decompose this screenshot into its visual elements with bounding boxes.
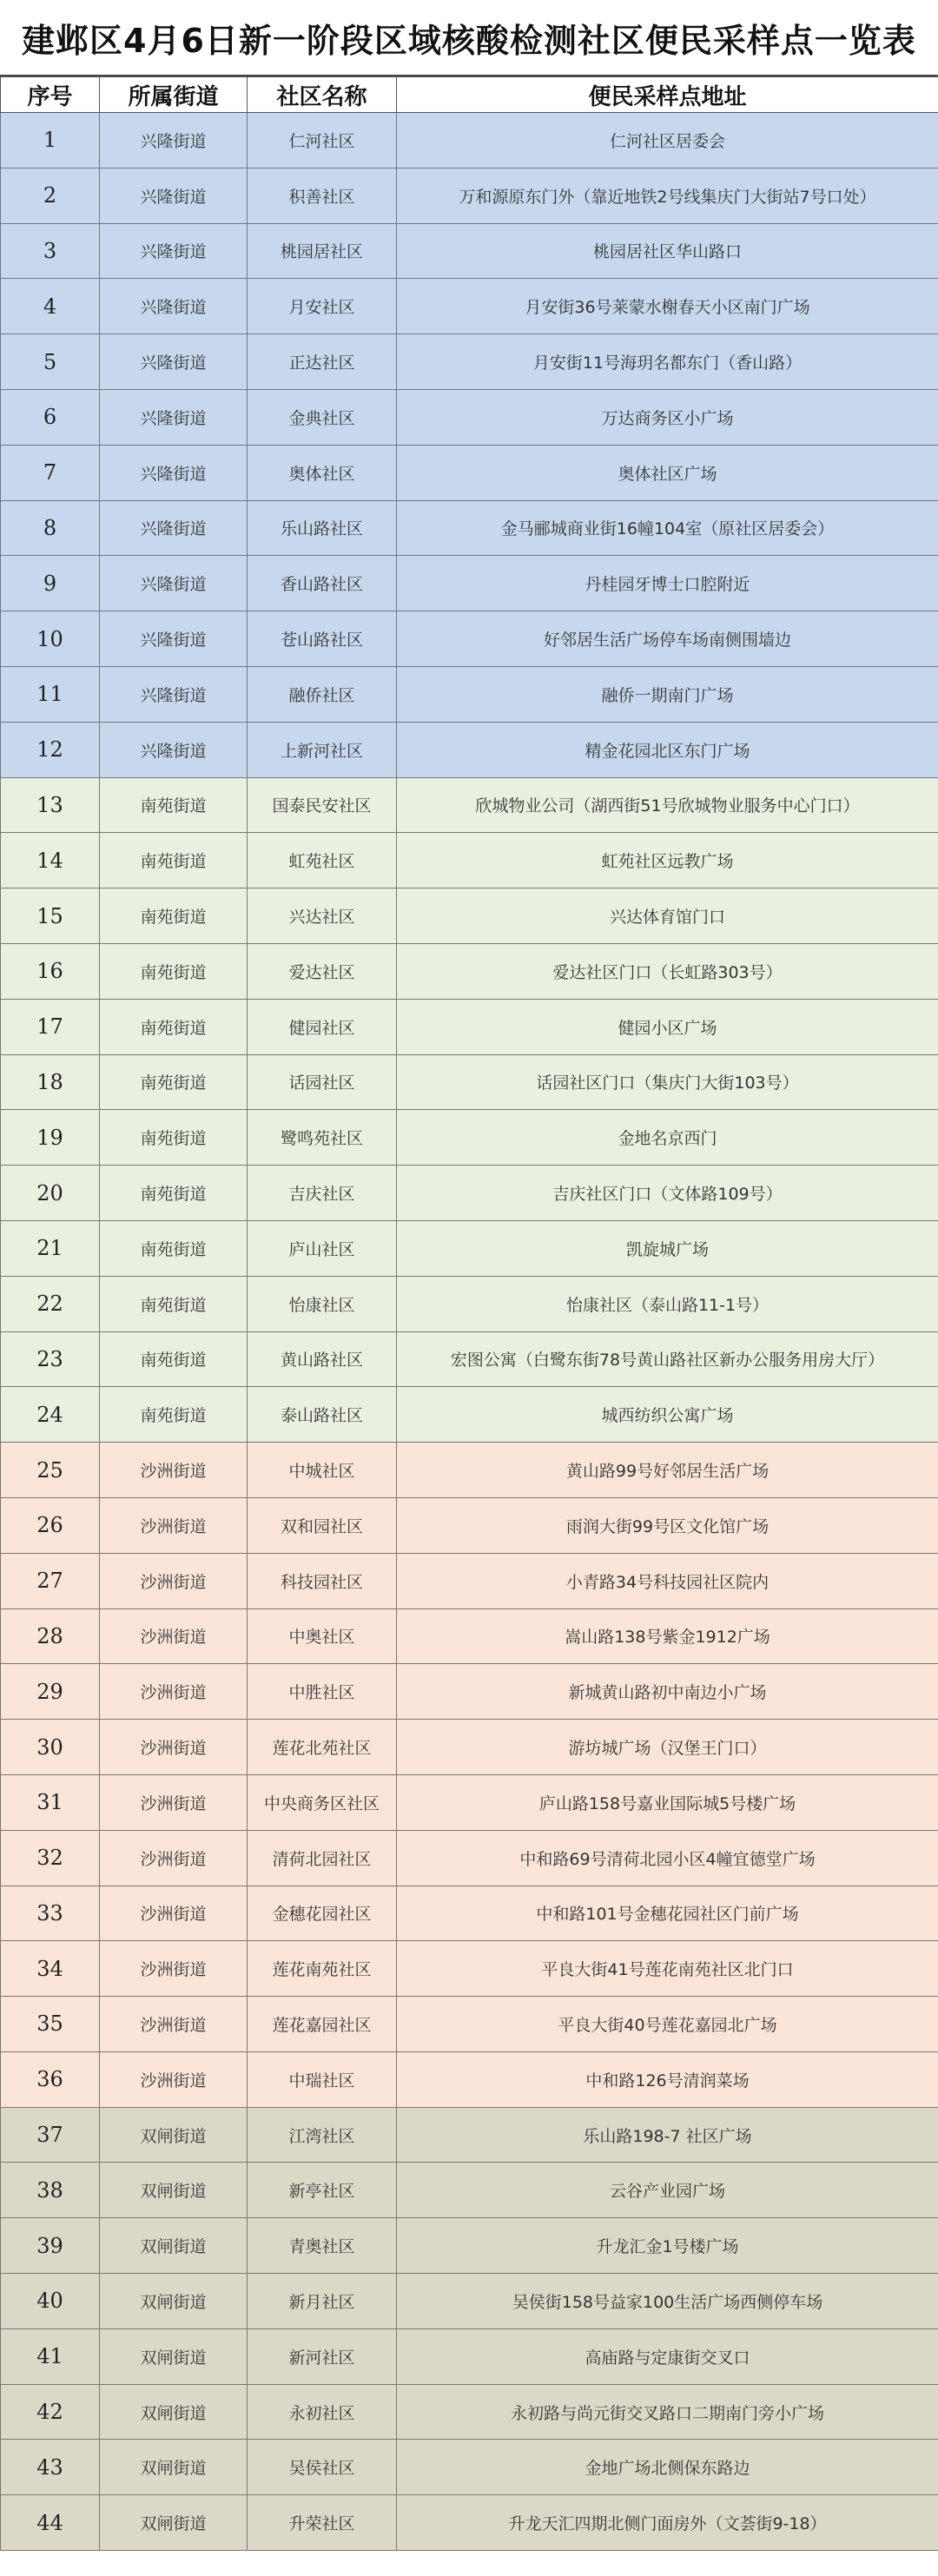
cell-community: 怡康社区: [248, 1276, 397, 1331]
cell-address: 桃园居社区华山路口: [397, 223, 938, 279]
cell-no: 42: [1, 2384, 100, 2440]
cell-address: 金地广场北侧保东路边: [397, 2440, 938, 2495]
cell-address: 嵩山路138号紫金1912广场: [397, 1608, 938, 1664]
table-row: [1, 500, 938, 556]
cell-no: 22: [1, 1276, 100, 1331]
cell-community: 升荣社区: [248, 2495, 397, 2551]
cell-community: 吴侯社区: [248, 2440, 397, 2495]
cell-address: 宏图公寓（白鹭东街78号黄山路社区新办公服务用房大厅）: [397, 1331, 938, 1387]
cell-address: 月安街11号海玥名都东门（香山路）: [397, 334, 938, 390]
cell-community: 仁河社区: [248, 113, 397, 168]
cell-street: 沙洲街道: [100, 1608, 248, 1664]
table-row: [1, 2218, 938, 2274]
table-row: [1, 1497, 938, 1553]
table-row: [1, 2163, 938, 2218]
cell-street: 双闸街道: [100, 2218, 248, 2274]
table-row: [1, 2384, 938, 2440]
cell-no: 24: [1, 1387, 100, 1443]
cell-community: 兴达社区: [248, 888, 397, 944]
cell-community: 融侨社区: [248, 666, 397, 722]
table-row: [1, 833, 938, 888]
cell-no: 28: [1, 1608, 100, 1664]
table-row: [1, 2051, 938, 2107]
table-row: [1, 279, 938, 334]
cell-no: 16: [1, 943, 100, 999]
cell-street: 南苑街道: [100, 777, 248, 833]
cell-no: 5: [1, 334, 100, 390]
cell-no: 20: [1, 1166, 100, 1221]
cell-no: 43: [1, 2440, 100, 2495]
cell-no: 39: [1, 2218, 100, 2274]
cell-no: 21: [1, 1220, 100, 1276]
cell-street: 沙洲街道: [100, 1664, 248, 1720]
cell-no: 4: [1, 279, 100, 334]
cell-no: 15: [1, 888, 100, 944]
cell-community: 健园社区: [248, 999, 397, 1054]
cell-community: 科技园社区: [248, 1553, 397, 1608]
table-row: [1, 168, 938, 223]
table-row: [1, 1553, 938, 1608]
cell-community: 中央商务区社区: [248, 1774, 397, 1830]
table-row: [1, 888, 938, 944]
table-row: [1, 1664, 938, 1720]
cell-no: 8: [1, 500, 100, 556]
cell-community: 国泰民安社区: [248, 777, 397, 833]
cell-no: 37: [1, 2107, 100, 2163]
cell-no: 18: [1, 1054, 100, 1110]
cell-no: 13: [1, 777, 100, 833]
cell-community: 永初社区: [248, 2384, 397, 2440]
cell-address: 怡康社区（泰山路11-1号）: [397, 1276, 938, 1331]
cell-street: 双闸街道: [100, 2384, 248, 2440]
cell-address: 话园社区门口（集庆门大街103号）: [397, 1054, 938, 1110]
table-row: [1, 1054, 938, 1110]
cell-address: 升龙天汇四期北侧门面房外（文荟街9-18）: [397, 2495, 938, 2551]
cell-no: 38: [1, 2163, 100, 2218]
cell-street: 兴隆街道: [100, 556, 248, 611]
cell-community: 金穗花园社区: [248, 1886, 397, 1941]
cell-community: 莲花南苑社区: [248, 1941, 397, 1997]
header-no: 序号: [1, 77, 100, 113]
table-row: [1, 1997, 938, 2052]
cell-address: 雨润大街99号区文化馆广场: [397, 1497, 938, 1553]
cell-no: 3: [1, 223, 100, 279]
cell-community: 桃园居社区: [248, 223, 397, 279]
cell-address: 凯旋城广场: [397, 1220, 938, 1276]
cell-street: 沙洲街道: [100, 1720, 248, 1775]
cell-street: 双闸街道: [100, 2163, 248, 2218]
cell-street: 兴隆街道: [100, 168, 248, 223]
table-row: [1, 666, 938, 722]
cell-street: 兴隆街道: [100, 666, 248, 722]
cell-address: 精金花园北区东门广场: [397, 722, 938, 777]
table-row: [1, 223, 938, 279]
cell-street: 兴隆街道: [100, 445, 248, 500]
cell-street: 南苑街道: [100, 943, 248, 999]
table-row: [1, 389, 938, 445]
cell-street: 沙洲街道: [100, 1497, 248, 1553]
cell-no: 11: [1, 666, 100, 722]
cell-street: 南苑街道: [100, 1054, 248, 1110]
cell-address: 健园小区广场: [397, 999, 938, 1054]
cell-street: 沙洲街道: [100, 1941, 248, 1997]
cell-community: 青奥社区: [248, 2218, 397, 2274]
cell-address: 中和路69号清荷北园小区4幢宜德堂广场: [397, 1830, 938, 1886]
cell-address: 吴侯街158号益家100生活广场西侧停车场: [397, 2274, 938, 2329]
cell-no: 23: [1, 1331, 100, 1387]
cell-address: 游坊城广场（汉堡王门口）: [397, 1720, 938, 1775]
cell-street: 兴隆街道: [100, 500, 248, 556]
cell-address: 融侨一期南门广场: [397, 666, 938, 722]
cell-street: 南苑街道: [100, 1387, 248, 1443]
table-row: [1, 334, 938, 390]
table-row: [1, 2495, 938, 2551]
cell-no: 7: [1, 445, 100, 500]
cell-address: 吉庆社区门口（文体路109号）: [397, 1166, 938, 1221]
table-row: [1, 113, 938, 168]
cell-no: 40: [1, 2274, 100, 2329]
cell-community: 积善社区: [248, 168, 397, 223]
cell-community: 中胜社区: [248, 1664, 397, 1720]
cell-address: 爱达社区门口（长虹路303号）: [397, 943, 938, 999]
cell-community: 双和园社区: [248, 1497, 397, 1553]
cell-community: 新亭社区: [248, 2163, 397, 2218]
cell-no: 25: [1, 1443, 100, 1498]
cell-address: 平良大街40号莲花嘉园北广场: [397, 1997, 938, 2052]
cell-street: 兴隆街道: [100, 389, 248, 445]
cell-street: 南苑街道: [100, 888, 248, 944]
table-row: [1, 1166, 938, 1221]
cell-community: 金典社区: [248, 389, 397, 445]
cell-no: 10: [1, 611, 100, 667]
cell-community: 虹苑社区: [248, 833, 397, 888]
table-row: [1, 1220, 938, 1276]
cell-street: 沙洲街道: [100, 1774, 248, 1830]
cell-address: 新城黄山路初中南边小广场: [397, 1664, 938, 1720]
table-row: [1, 1720, 938, 1775]
cell-community: 奥体社区: [248, 445, 397, 500]
cell-street: 兴隆街道: [100, 334, 248, 390]
cell-no: 31: [1, 1774, 100, 1830]
cell-address: 金地名京西门: [397, 1110, 938, 1166]
cell-address: 仁河社区居委会: [397, 113, 938, 168]
cell-address: 庐山路158号嘉业国际城5号楼广场: [397, 1774, 938, 1830]
cell-community: 莲花嘉园社区: [248, 1997, 397, 2052]
cell-address: 兴达体育馆门口: [397, 888, 938, 944]
cell-community: 爱达社区: [248, 943, 397, 999]
cell-address: 高庙路与定康街交叉口: [397, 2328, 938, 2384]
cell-community: 鹭鸣苑社区: [248, 1110, 397, 1166]
cell-address: 好邻居生活广场停车场南侧围墙边: [397, 611, 938, 667]
header-street: 所属街道: [100, 77, 248, 113]
cell-no: 12: [1, 722, 100, 777]
table-row: [1, 943, 938, 999]
cell-community: 中城社区: [248, 1443, 397, 1498]
cell-address: 平良大街41号莲花南苑社区北门口: [397, 1941, 938, 1997]
cell-street: 南苑街道: [100, 999, 248, 1054]
cell-no: 6: [1, 389, 100, 445]
cell-street: 双闸街道: [100, 2107, 248, 2163]
cell-address: 黄山路99号好邻居生活广场: [397, 1443, 938, 1498]
cell-street: 兴隆街道: [100, 113, 248, 168]
cell-street: 南苑街道: [100, 1220, 248, 1276]
table-row: [1, 1608, 938, 1664]
table-row: [1, 1331, 938, 1387]
cell-no: 1: [1, 113, 100, 168]
cell-community: 苍山路社区: [248, 611, 397, 667]
cell-community: 中瑞社区: [248, 2051, 397, 2107]
cell-no: 19: [1, 1110, 100, 1166]
cell-street: 南苑街道: [100, 1276, 248, 1331]
cell-address: 乐山路198-7 社区广场: [397, 2107, 938, 2163]
cell-no: 33: [1, 1886, 100, 1941]
cell-street: 兴隆街道: [100, 223, 248, 279]
cell-no: 27: [1, 1553, 100, 1608]
cell-address: 云谷产业园广场: [397, 2163, 938, 2218]
cell-community: 中奥社区: [248, 1608, 397, 1664]
table-row: [1, 2274, 938, 2329]
cell-no: 34: [1, 1941, 100, 1997]
sampling-points-table: [0, 76, 938, 2551]
cell-street: 双闸街道: [100, 2495, 248, 2551]
cell-street: 沙洲街道: [100, 2051, 248, 2107]
cell-no: 29: [1, 1664, 100, 1720]
cell-street: 兴隆街道: [100, 279, 248, 334]
cell-community: 黄山路社区: [248, 1331, 397, 1387]
cell-street: 兴隆街道: [100, 722, 248, 777]
table-row: [1, 1886, 938, 1941]
cell-no: 9: [1, 556, 100, 611]
cell-address: 丹桂园牙博士口腔附近: [397, 556, 938, 611]
cell-street: 南苑街道: [100, 833, 248, 888]
cell-community: 正达社区: [248, 334, 397, 390]
cell-community: 吉庆社区: [248, 1166, 397, 1221]
table-row: [1, 445, 938, 500]
cell-address: 奥体社区广场: [397, 445, 938, 500]
cell-street: 双闸街道: [100, 2328, 248, 2384]
cell-address: 中和路101号金穗花园社区门前广场: [397, 1886, 938, 1941]
cell-street: 沙洲街道: [100, 1997, 248, 2052]
table-row: [1, 2107, 938, 2163]
cell-no: 36: [1, 2051, 100, 2107]
cell-community: 新河社区: [248, 2328, 397, 2384]
cell-community: 乐山路社区: [248, 500, 397, 556]
table-row: [1, 1774, 938, 1830]
table-header-row: [1, 77, 938, 113]
cell-community: 香山路社区: [248, 556, 397, 611]
cell-address: 万达商务区小广场: [397, 389, 938, 445]
cell-street: 沙洲街道: [100, 1830, 248, 1886]
table-row: [1, 722, 938, 777]
table-row: [1, 1110, 938, 1166]
cell-street: 南苑街道: [100, 1331, 248, 1387]
cell-community: 新月社区: [248, 2274, 397, 2329]
header-address: 便民采样点地址: [397, 77, 938, 113]
cell-address: 永初路与尚元街交叉路口二期南门旁小广场: [397, 2384, 938, 2440]
cell-address: 虹苑社区远教广场: [397, 833, 938, 888]
cell-address: 中和路126号清润菜场: [397, 2051, 938, 2107]
cell-no: 35: [1, 1997, 100, 2052]
cell-community: 泰山路社区: [248, 1387, 397, 1443]
cell-no: 26: [1, 1497, 100, 1553]
cell-no: 44: [1, 2495, 100, 2551]
cell-address: 万和源原东门外（靠近地铁2号线集庆门大街站7号口处）: [397, 168, 938, 223]
cell-street: 沙洲街道: [100, 1553, 248, 1608]
cell-address: 小青路34号科技园社区院内: [397, 1553, 938, 1608]
cell-street: 双闸街道: [100, 2274, 248, 2329]
cell-no: 32: [1, 1830, 100, 1886]
cell-community: 清荷北园社区: [248, 1830, 397, 1886]
cell-street: 南苑街道: [100, 1166, 248, 1221]
cell-address: 月安街36号莱蒙水榭春天小区南门广场: [397, 279, 938, 334]
cell-address: 城西纺织公寓广场: [397, 1387, 938, 1443]
cell-address: 升龙汇金1号楼广场: [397, 2218, 938, 2274]
table-body: [1, 113, 938, 2551]
cell-no: 2: [1, 168, 100, 223]
cell-no: 17: [1, 999, 100, 1054]
cell-community: 江湾社区: [248, 2107, 397, 2163]
table-row: [1, 611, 938, 667]
cell-address: 欣城物业公司（湖西街51号欣城物业服务中心门口）: [397, 777, 938, 833]
cell-street: 沙洲街道: [100, 1443, 248, 1498]
cell-community: 话园社区: [248, 1054, 397, 1110]
table-row: [1, 1443, 938, 1498]
table-row: [1, 1387, 938, 1443]
cell-community: 上新河社区: [248, 722, 397, 777]
cell-street: 沙洲街道: [100, 1886, 248, 1941]
cell-address: 金马郦城商业街16幢104室（原社区居委会）: [397, 500, 938, 556]
cell-community: 月安社区: [248, 279, 397, 334]
table-row: [1, 999, 938, 1054]
table-row: [1, 777, 938, 833]
cell-no: 30: [1, 1720, 100, 1775]
cell-community: 庐山社区: [248, 1220, 397, 1276]
page-title: 建邺区4月6日新一阶段区域核酸检测社区便民采样点一览表: [0, 0, 938, 76]
header-community: 社区名称: [248, 77, 397, 113]
table-row: [1, 1830, 938, 1886]
table-row: [1, 2328, 938, 2384]
table-row: [1, 1276, 938, 1331]
cell-no: 41: [1, 2328, 100, 2384]
table-row: [1, 1941, 938, 1997]
cell-street: 兴隆街道: [100, 611, 248, 667]
table-row: [1, 2440, 938, 2495]
cell-community: 莲花北苑社区: [248, 1720, 397, 1775]
cell-street: 双闸街道: [100, 2440, 248, 2495]
cell-no: 14: [1, 833, 100, 888]
cell-street: 南苑街道: [100, 1110, 248, 1166]
table-row: [1, 556, 938, 611]
